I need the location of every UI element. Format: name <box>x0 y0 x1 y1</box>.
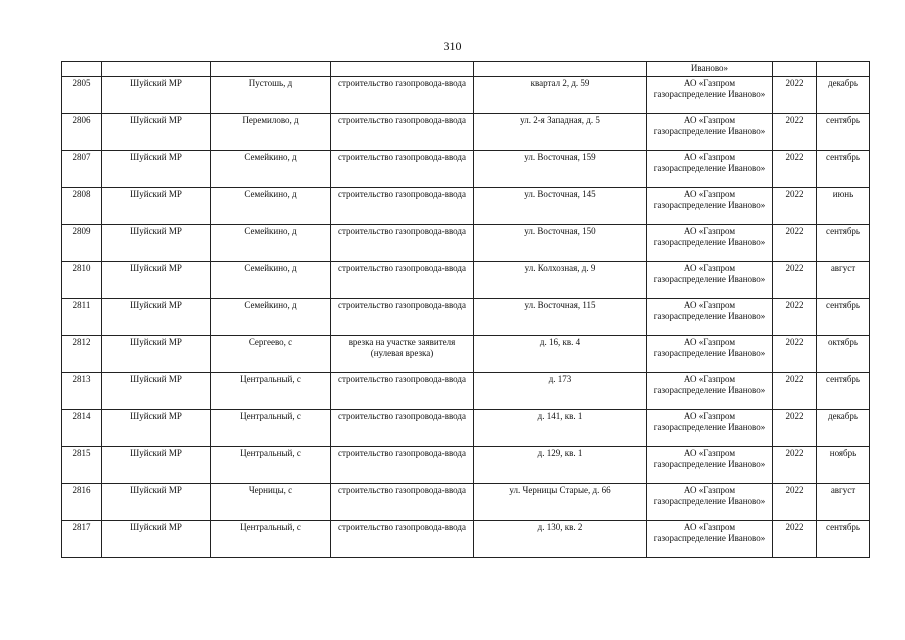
owner-cell: Иваново» <box>647 62 773 77</box>
table-row <box>62 410 870 447</box>
table-row <box>62 151 870 188</box>
table-row <box>62 521 870 558</box>
table-row <box>62 484 870 521</box>
month-cell: сентябрь <box>817 114 870 151</box>
owner-cell: АО «Газпром газораспределение Иваново» <box>647 225 773 262</box>
month-cell: октябрь <box>817 336 870 373</box>
month-cell: декабрь <box>817 410 870 447</box>
month-cell: сентябрь <box>817 225 870 262</box>
owner-cell: АО «Газпром газораспределение Иваново» <box>647 151 773 188</box>
month-cell: сентябрь <box>817 373 870 410</box>
year-cell: 2022 <box>773 299 817 336</box>
locality-cell: Черницы, с <box>211 484 331 521</box>
year-cell: 2022 <box>773 410 817 447</box>
owner-cell: АО «Газпром газораспределение Иваново» <box>647 299 773 336</box>
owner-cell: АО «Газпром газораспределение Иваново» <box>647 373 773 410</box>
district-cell: Шуйский МР <box>102 336 211 373</box>
owner-cell: АО «Газпром газораспределение Иваново» <box>647 336 773 373</box>
owner-cell: АО «Газпром газораспределение Иваново» <box>647 447 773 484</box>
district-cell: Шуйский МР <box>102 521 211 558</box>
month-cell: сентябрь <box>817 299 870 336</box>
district-cell: Шуйский МР <box>102 262 211 299</box>
continuation-row <box>62 62 870 77</box>
locality-cell: Семейкино, д <box>211 299 331 336</box>
address-cell: д. 16, кв. 4 <box>474 336 647 373</box>
locality-cell: Перемилово, д <box>211 114 331 151</box>
district-cell: Шуйский МР <box>102 77 211 114</box>
row-number-cell: 2811 <box>62 299 102 336</box>
month-cell: сентябрь <box>817 521 870 558</box>
owner-cell: АО «Газпром газораспределение Иваново» <box>647 410 773 447</box>
owner-cell: АО «Газпром газораспределение Иваново» <box>647 77 773 114</box>
row-number-cell: 2806 <box>62 114 102 151</box>
locality-cell: Сергеево, с <box>211 336 331 373</box>
row-number-cell: 2816 <box>62 484 102 521</box>
work-type-cell: строительство газопровода-ввода <box>331 114 474 151</box>
district-cell: Шуйский МР <box>102 373 211 410</box>
owner-cell: АО «Газпром газораспределение Иваново» <box>647 188 773 225</box>
row-number-cell: 2817 <box>62 521 102 558</box>
address-cell: д. 141, кв. 1 <box>474 410 647 447</box>
table-row <box>62 188 870 225</box>
owner-cell: АО «Газпром газораспределение Иваново» <box>647 262 773 299</box>
locality-cell: Семейкино, д <box>211 225 331 262</box>
table-row <box>62 262 870 299</box>
district-cell: Шуйский МР <box>102 410 211 447</box>
locality-cell: Семейкино, д <box>211 262 331 299</box>
year-cell: 2022 <box>773 114 817 151</box>
row-number-cell: 2810 <box>62 262 102 299</box>
locality-cell: Семейкино, д <box>211 188 331 225</box>
table-row <box>62 114 870 151</box>
address-cell: ул. Восточная, 115 <box>474 299 647 336</box>
locality-cell: Центральный, с <box>211 521 331 558</box>
month-cell: ноябрь <box>817 447 870 484</box>
row-number-cell: 2813 <box>62 373 102 410</box>
work-type-cell: строительство газопровода-ввода <box>331 299 474 336</box>
row-number-cell: 2807 <box>62 151 102 188</box>
row-number-cell: 2812 <box>62 336 102 373</box>
address-cell: ул. Восточная, 145 <box>474 188 647 225</box>
work-type-cell: строительство газопровода-ввода <box>331 410 474 447</box>
month-cell: август <box>817 262 870 299</box>
address-cell: д. 130, кв. 2 <box>474 521 647 558</box>
district-cell: Шуйский МР <box>102 299 211 336</box>
address-cell: ул. 2-я Западная, д. 5 <box>474 114 647 151</box>
year-cell: 2022 <box>773 373 817 410</box>
work-type-cell: строительство газопровода-ввода <box>331 151 474 188</box>
district-cell: Шуйский МР <box>102 484 211 521</box>
work-type-cell: врезка на участке заявителя (нулевая врезка) <box>331 336 474 373</box>
month-cell: декабрь <box>817 77 870 114</box>
month-cell: сентябрь <box>817 151 870 188</box>
page-number: 310 <box>443 39 462 53</box>
address-cell: ул. Восточная, 159 <box>474 151 647 188</box>
month-cell: август <box>817 484 870 521</box>
district-cell: Шуйский МР <box>102 151 211 188</box>
year-cell: 2022 <box>773 447 817 484</box>
year-cell: 2022 <box>773 188 817 225</box>
address-cell: д. 173 <box>474 373 647 410</box>
year-cell: 2022 <box>773 225 817 262</box>
row-number-cell: 2805 <box>62 77 102 114</box>
address-cell: ул. Восточная, 150 <box>474 225 647 262</box>
table-row <box>62 373 870 410</box>
work-type-cell: строительство газопровода-ввода <box>331 188 474 225</box>
year-cell: 2022 <box>773 151 817 188</box>
locality-cell: Центральный, с <box>211 410 331 447</box>
owner-cell: АО «Газпром газораспределение Иваново» <box>647 521 773 558</box>
table-row <box>62 225 870 262</box>
month-cell: июнь <box>817 188 870 225</box>
address-cell: ул. Колхозная, д. 9 <box>474 262 647 299</box>
work-type-cell: строительство газопровода-ввода <box>331 521 474 558</box>
locality-cell: Пустошь, д <box>211 77 331 114</box>
table-row <box>62 336 870 373</box>
row-number-cell: 2809 <box>62 225 102 262</box>
work-type-cell: строительство газопровода-ввода <box>331 447 474 484</box>
work-type-cell: строительство газопровода-ввода <box>331 373 474 410</box>
work-type-cell: строительство газопровода-ввода <box>331 262 474 299</box>
table-row <box>62 447 870 484</box>
year-cell: 2022 <box>773 336 817 373</box>
district-cell: Шуйский МР <box>102 447 211 484</box>
row-number-cell: 2814 <box>62 410 102 447</box>
table-row <box>62 77 870 114</box>
owner-cell: АО «Газпром газораспределение Иваново» <box>647 484 773 521</box>
year-cell: 2022 <box>773 521 817 558</box>
work-type-cell: строительство газопровода-ввода <box>331 225 474 262</box>
year-cell: 2022 <box>773 262 817 299</box>
locality-cell: Центральный, с <box>211 447 331 484</box>
year-cell: 2022 <box>773 484 817 521</box>
year-cell: 2022 <box>773 77 817 114</box>
address-cell: квартал 2, д. 59 <box>474 77 647 114</box>
district-cell: Шуйский МР <box>102 225 211 262</box>
table-row <box>62 299 870 336</box>
locality-cell: Центральный, с <box>211 373 331 410</box>
work-type-cell: строительство газопровода-ввода <box>331 484 474 521</box>
locality-cell: Семейкино, д <box>211 151 331 188</box>
district-cell: Шуйский МР <box>102 188 211 225</box>
work-type-cell: строительство газопровода-ввода <box>331 77 474 114</box>
row-number-cell: 2815 <box>62 447 102 484</box>
address-cell: д. 129, кв. 1 <box>474 447 647 484</box>
gasification-table <box>61 61 870 558</box>
owner-cell: АО «Газпром газораспределение Иваново» <box>647 114 773 151</box>
row-number-cell: 2808 <box>62 188 102 225</box>
district-cell: Шуйский МР <box>102 114 211 151</box>
address-cell: ул. Черницы Старые, д. 66 <box>474 484 647 521</box>
